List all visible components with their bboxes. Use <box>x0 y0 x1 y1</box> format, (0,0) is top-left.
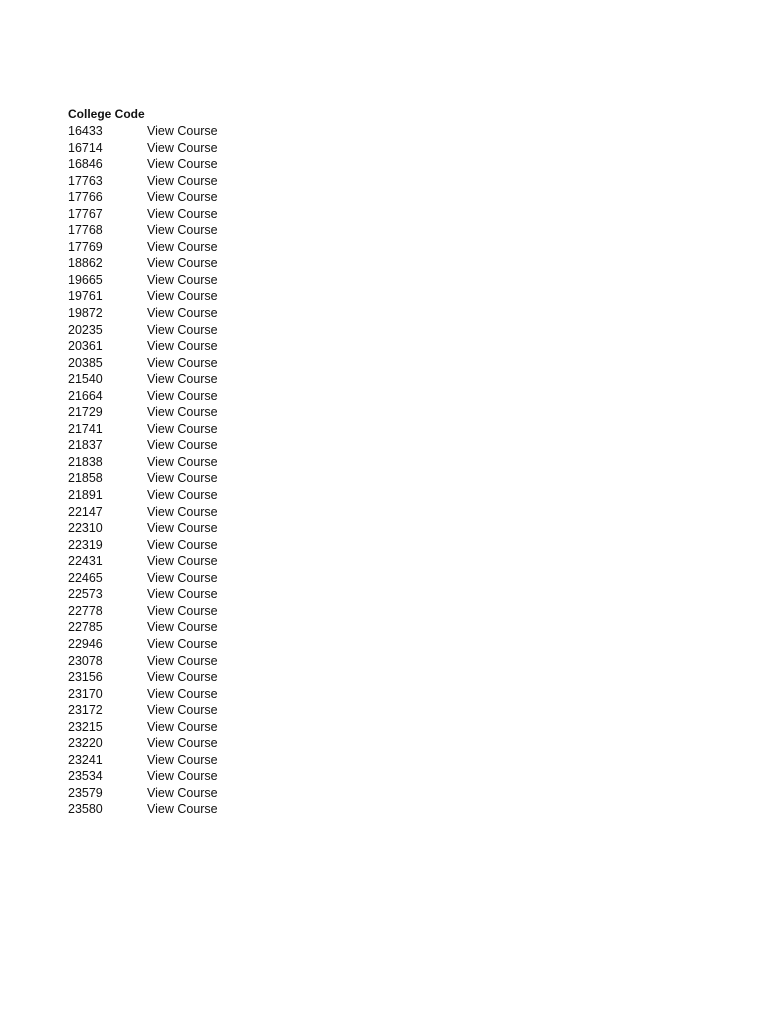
table-row <box>68 785 218 802</box>
table-row <box>68 801 218 818</box>
table-row <box>68 305 218 322</box>
college-code: 18862 <box>68 256 103 271</box>
view-course-link[interactable]: View Course <box>147 802 218 817</box>
college-code: 20235 <box>68 322 103 337</box>
college-code-sheet <box>68 106 218 818</box>
view-course-link[interactable]: View Course <box>147 537 218 552</box>
college-code: 23241 <box>68 752 103 767</box>
college-code: 16433 <box>68 124 103 138</box>
college-code: 21741 <box>68 421 103 436</box>
view-course-link[interactable]: View Course <box>147 686 218 701</box>
table-row <box>68 421 218 438</box>
college-code: 23078 <box>68 653 103 668</box>
table-row <box>68 603 218 620</box>
college-code: 20361 <box>68 339 103 354</box>
table-row <box>68 719 218 736</box>
table-row <box>68 504 218 521</box>
college-code: 22573 <box>68 587 103 602</box>
table-row <box>68 537 218 554</box>
view-course-link[interactable]: View Course <box>147 719 218 734</box>
college-code: 22778 <box>68 603 103 618</box>
view-course-link[interactable]: View Course <box>147 636 218 651</box>
view-course-link[interactable]: View Course <box>147 239 218 254</box>
view-course-link[interactable]: View Course <box>147 306 218 321</box>
view-course-link[interactable]: View Course <box>147 173 218 188</box>
table-row <box>68 586 218 603</box>
college-code: 23534 <box>68 769 103 784</box>
view-course-link[interactable]: View Course <box>147 554 218 569</box>
college-code: 22946 <box>68 636 103 651</box>
college-code-header: College Code <box>68 107 145 121</box>
college-code: 17763 <box>68 173 103 188</box>
view-course-link[interactable]: View Course <box>147 140 218 155</box>
college-code: 22310 <box>68 521 103 536</box>
view-course-link[interactable]: View Course <box>147 223 218 238</box>
college-code: 22465 <box>68 570 103 585</box>
college-code: 19761 <box>68 289 103 304</box>
college-code: 19872 <box>68 306 103 321</box>
college-code: 22319 <box>68 537 103 552</box>
table-row <box>68 570 218 587</box>
table-row <box>68 437 218 454</box>
table-row <box>68 735 218 752</box>
view-course-link[interactable]: View Course <box>147 405 218 420</box>
table-row <box>68 520 218 537</box>
table-row <box>68 404 218 421</box>
table-row <box>68 487 218 504</box>
college-code: 21729 <box>68 405 103 420</box>
view-course-link[interactable]: View Course <box>147 372 218 387</box>
view-course-link[interactable]: View Course <box>147 355 218 370</box>
table-row <box>68 222 218 239</box>
college-code: 22785 <box>68 620 103 635</box>
table-row <box>68 355 218 372</box>
college-code: 21858 <box>68 471 103 486</box>
table-row <box>68 239 218 256</box>
view-course-link[interactable]: View Course <box>147 454 218 469</box>
view-course-link[interactable]: View Course <box>147 736 218 751</box>
college-code: 17767 <box>68 206 103 221</box>
table-row <box>68 686 218 703</box>
table-row <box>68 255 218 272</box>
table-row <box>68 272 218 289</box>
college-code: 17768 <box>68 223 103 238</box>
view-course-link[interactable]: View Course <box>147 124 218 138</box>
college-code: 21837 <box>68 438 103 453</box>
college-code: 23172 <box>68 703 103 718</box>
table-row <box>68 669 218 686</box>
view-course-link[interactable]: View Course <box>147 388 218 403</box>
college-code-list <box>68 123 218 818</box>
college-code: 19665 <box>68 272 103 287</box>
college-code: 21664 <box>68 388 103 403</box>
view-course-link[interactable]: View Course <box>147 653 218 668</box>
table-row <box>68 470 218 487</box>
table-row <box>68 338 218 355</box>
table-row <box>68 653 218 670</box>
table-row <box>68 322 218 339</box>
table-row <box>68 752 218 769</box>
table-row <box>68 288 218 305</box>
view-course-link[interactable]: View Course <box>147 206 218 221</box>
college-code: 23580 <box>68 802 103 817</box>
view-course-link[interactable]: View Course <box>147 570 218 585</box>
view-course-link[interactable]: View Course <box>147 438 218 453</box>
view-course-link[interactable]: View Course <box>147 157 218 172</box>
table-row <box>68 619 218 636</box>
view-course-link[interactable]: View Course <box>147 504 218 519</box>
view-course-link[interactable]: View Course <box>147 769 218 784</box>
view-course-link[interactable]: View Course <box>147 289 218 304</box>
view-course-link[interactable]: View Course <box>147 190 218 205</box>
college-code: 23220 <box>68 736 103 751</box>
view-course-link[interactable]: View Course <box>147 488 218 503</box>
view-course-link[interactable]: View Course <box>147 272 218 287</box>
college-code: 22147 <box>68 504 103 519</box>
view-course-link[interactable]: View Course <box>147 752 218 767</box>
view-course-link[interactable]: View Course <box>147 785 218 800</box>
table-row <box>68 173 218 190</box>
view-course-link[interactable]: View Course <box>147 703 218 718</box>
table-row <box>68 140 218 157</box>
college-code: 23215 <box>68 719 103 734</box>
college-code: 23170 <box>68 686 103 701</box>
college-code: 21891 <box>68 488 103 503</box>
view-course-link[interactable]: View Course <box>147 521 218 536</box>
view-course-link[interactable]: View Course <box>147 322 218 337</box>
college-code: 21838 <box>68 454 103 469</box>
table-row <box>68 636 218 653</box>
college-code: 20385 <box>68 355 103 370</box>
view-course-link[interactable]: View Course <box>147 587 218 602</box>
view-course-link[interactable]: View Course <box>147 620 218 635</box>
table-row <box>68 123 218 140</box>
table-row <box>68 454 218 471</box>
view-course-link[interactable]: View Course <box>147 339 218 354</box>
view-course-link[interactable]: View Course <box>147 256 218 271</box>
table-row <box>68 768 218 785</box>
table-row <box>68 189 218 206</box>
table-row <box>68 156 218 173</box>
college-code: 17769 <box>68 239 103 254</box>
view-course-link[interactable]: View Course <box>147 670 218 685</box>
college-code: 16714 <box>68 140 103 155</box>
college-code: 16846 <box>68 157 103 172</box>
college-code: 17766 <box>68 190 103 205</box>
view-course-link[interactable]: View Course <box>147 471 218 486</box>
table-row <box>68 371 218 388</box>
table-row <box>68 702 218 719</box>
view-course-link[interactable]: View Course <box>147 421 218 436</box>
table-row <box>68 206 218 223</box>
view-course-link[interactable]: View Course <box>147 603 218 618</box>
table-row <box>68 388 218 405</box>
college-code: 22431 <box>68 554 103 569</box>
college-code: 21540 <box>68 372 103 387</box>
table-row <box>68 553 218 570</box>
college-code: 23579 <box>68 785 103 800</box>
college-code: 23156 <box>68 670 103 685</box>
